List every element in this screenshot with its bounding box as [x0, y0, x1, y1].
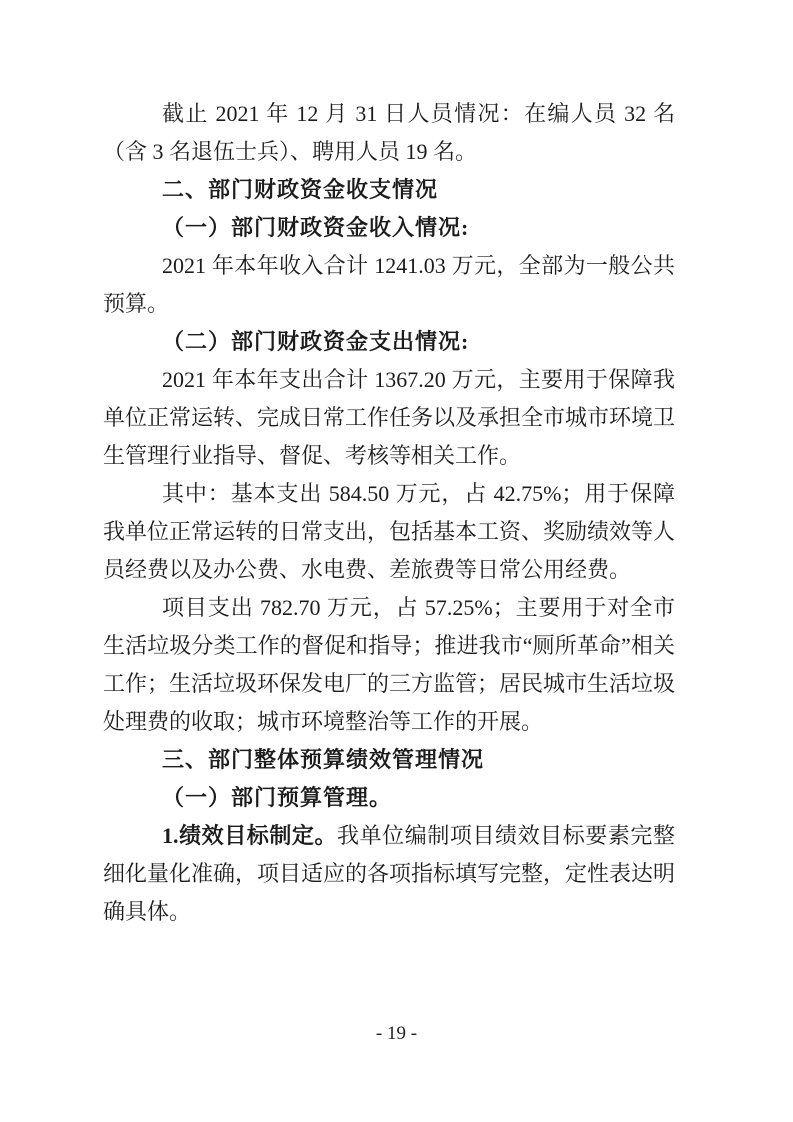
page-number: - 19 -	[375, 1023, 418, 1044]
document-body	[103, 95, 675, 931]
paragraph-personnel: 截止 2021 年 12 月 31 日人员情况：在编人员 32 名（含 3 名退伍士兵）、聘用人员 19 名。	[103, 101, 675, 164]
paragraph-performance-target	[103, 817, 675, 931]
paragraph-basic-expenditure: 其中：基本支出 584.50 万元，占 42.75%；用于保障我单位正常运转的日常支出，包括基本工资、奖励绩效等人员经费以及办公费、水电费、差旅费等日常公用经费。	[103, 481, 676, 582]
heading-section-2-funds: 二、部门财政资金收支情况	[162, 177, 439, 202]
performance-target-text: 我单位编制项目绩效目标要素完整细化量化准确，项目适应的各项指标填写完整，定性表达明确具体。	[103, 823, 676, 924]
heading-budget-management: （一）部门预算管理。	[162, 785, 393, 810]
heading-income-situation: （一）部门财政资金收入情况:	[162, 215, 470, 240]
performance-target-lead: 1.绩效目标制定。	[162, 823, 338, 848]
paragraph-income-total: 2021 年本年收入合计 1241.03 万元，全部为一般公共预算。	[103, 253, 675, 316]
heading-section-3-performance: 三、部门整体预算绩效管理情况	[162, 747, 485, 772]
paragraph-project-expenditure: 项目支出 782.70 万元，占 57.25%；主要用于对全市生活垃圾分类工作的督促和指导；推进我市“厕所革命”相关工作；生活垃圾环保发电厂的三方监管；居民城市生活垃圾处理费的收取；城市环境整治等工作的开展。	[103, 595, 676, 734]
paragraph-expenditure-total: 2021 年本年支出合计 1367.20 万元，主要用于保障我单位正常运转、完成日常工作任务以及承担全市城市环境卫生管理行业指导、督促、考核等相关工作。	[103, 367, 676, 468]
heading-expenditure-situation: （二）部门财政资金支出情况:	[162, 329, 470, 354]
